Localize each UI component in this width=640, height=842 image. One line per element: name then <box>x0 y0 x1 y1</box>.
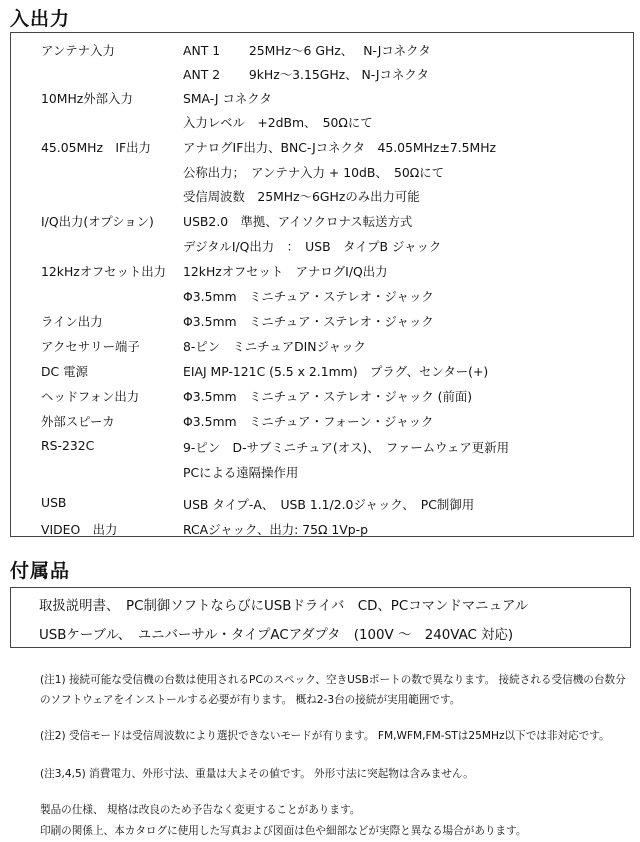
spec-value: PCによる遠隔操作用 <box>183 465 299 480</box>
spec-value: 入力レベル +2dBm、 50Ωにて <box>183 115 373 130</box>
accessories-heading: 付属品 <box>10 560 71 582</box>
spec-label: ヘッドフォン出力 <box>41 389 140 404</box>
spec-value: 12kHzオフセット アナログI/Q出力 <box>183 264 388 279</box>
note-line: のソフトウェアをインストールする必要が有ります。 概ね2-3台の接続が実用範囲です。 <box>40 694 461 706</box>
spec-value: USB タイプ-A、 USB 1.1/2.0ジャック、 PC制御用 <box>183 497 475 512</box>
specs-heading: 入出力 <box>10 8 71 30</box>
spec-value: アナログIF出力、BNC-Jコネクタ 45.05MHz±7.5MHz <box>183 140 497 155</box>
spec-value: RCAジャック、出力: 75Ω 1Vp-p <box>183 522 368 537</box>
spec-value: ANT 1 25MHz～6 GHz、 N-Jコネクタ <box>183 43 431 58</box>
spec-value: 受信周波数 25MHz～6GHzのみ出力可能 <box>183 189 420 204</box>
spec-label: RS-232C <box>41 438 95 453</box>
spec-value: ANT 2 9kHz～3.15GHz、 N-Jコネクタ <box>183 67 429 82</box>
spec-label: 12kHzオフセット出力 <box>41 264 167 279</box>
spec-label: DC 電源 <box>41 364 88 379</box>
spec-value: 公称出力； アンテナ入力 + 10dB、 50Ωにて <box>183 165 444 180</box>
note-line: (注1) 接続可能な受信機の台数は使用されるPCのスペック、空きUSBポートの数で異なります。 接続される受信機の台数分 <box>40 674 626 686</box>
accessory-line: USBケーブル、 ユニバーサル・タイプACアダプタ (100V ～ 240VAC 対応) <box>39 628 514 643</box>
spec-value: 8-ピン ミニチュアDINジャック <box>183 339 366 354</box>
spec-value: Φ3.5mm ミニチュア・ステレオ・ジャック <box>183 289 434 304</box>
spec-label: アンテナ入力 <box>41 43 115 58</box>
note-line: (注2) 受信モードは受信周波数により選択できないモードが有ります。 FM,WFM,FM-STは25MHz以下では非対応です。 <box>40 730 610 742</box>
spec-label: VIDEO 出力 <box>41 522 118 537</box>
spec-label: 10MHz外部入力 <box>41 91 133 106</box>
spec-value: 9-ピン D-サブミニチュア(オス)、 ファームウェア更新用 <box>183 440 509 455</box>
note-line: (注3,4,5) 消費電力、外形寸法、重量は大よその値です。 外形寸法に突起物は含みません。 <box>40 768 474 780</box>
spec-label: I/Q出力(オプション) <box>41 214 154 229</box>
spec-value: Φ3.5mm ミニチュア・ステレオ・ジャック <box>183 314 434 329</box>
spec-value: SMA-J コネクタ <box>183 91 272 106</box>
spec-value: EIAJ MP-121C (5.5 x 2.1mm) プラグ、センター(+) <box>183 364 489 379</box>
spec-value: Φ3.5mm ミニチュア・ステレオ・ジャック (前面) <box>183 389 473 404</box>
spec-label: 45.05MHz IF出力 <box>41 140 151 155</box>
spec-value: USB2.0 準拠、アイソクロナス転送方式 <box>183 214 413 229</box>
note-line: 製品の仕様、 規格は改良のため予告なく変更することがあります。 <box>40 804 361 816</box>
accessories-box <box>10 587 631 648</box>
spec-value: Φ3.5mm ミニチュア・フォーン・ジャック <box>183 414 434 429</box>
spec-label: ライン出力 <box>41 314 103 329</box>
spec-label: アクセサリー端子 <box>41 339 140 354</box>
spec-label: 外部スピーカ <box>41 414 115 429</box>
specs-table <box>10 32 634 537</box>
note-line: 印刷の関係上、本カタログに使用した写真および図面は色や細部などが実際と異なる場合があります。 <box>40 825 527 837</box>
accessory-line: 取扱説明書、 PC制御ソフトならびにUSBドライバ CD、PCコマンドマニュアル <box>39 599 529 614</box>
spec-value: デジタルI/Q出力 ： USB タイプB ジャック <box>183 239 442 254</box>
spec-label: USB <box>41 495 67 510</box>
